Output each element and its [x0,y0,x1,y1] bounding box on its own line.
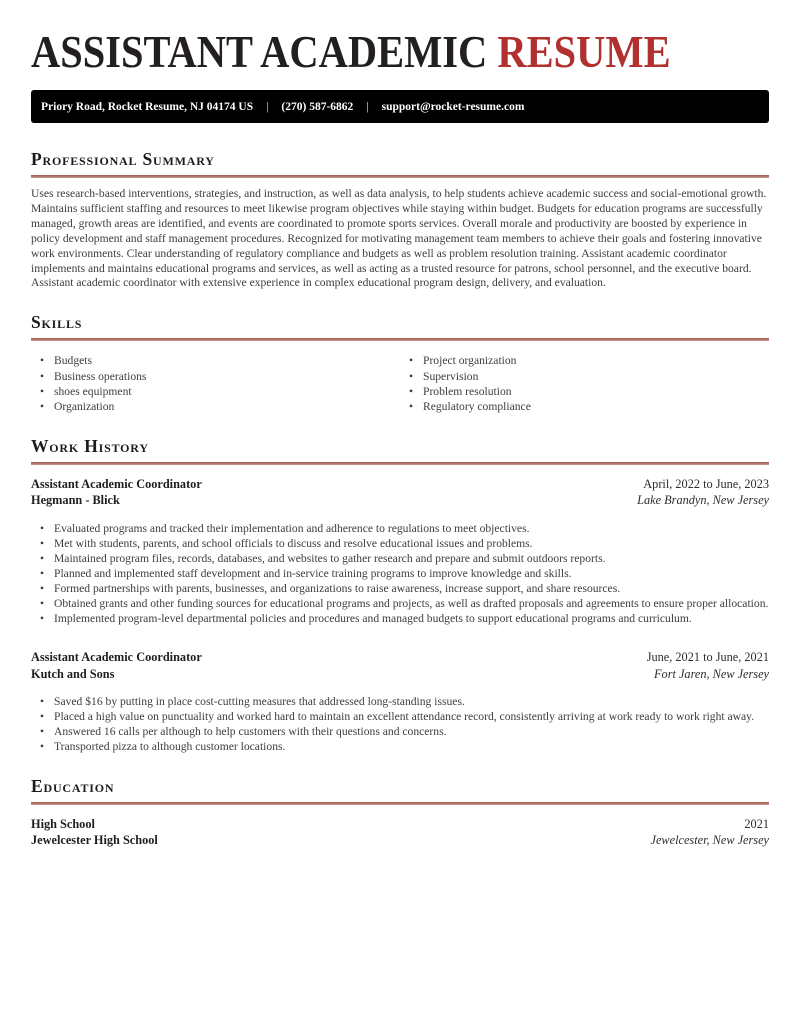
contact-email: support@rocket-resume.com [381,100,525,113]
job-dates: June, 2021 to June, 2021 [646,650,769,665]
section-divider [31,175,769,178]
contact-bar [31,90,769,123]
job-title-row [31,476,769,493]
skill-item: • Regulatory compliance [400,399,769,414]
job-dates: April, 2022 to June, 2023 [643,476,769,491]
contact-separator: | [366,100,369,113]
contact-separator: | [266,100,269,113]
job-bullet: • Maintained program files, records, databases, and websites to gather research and prepare and submit outdoors reports. [31,551,769,566]
skills-list-left [31,353,400,414]
job-company-row [31,666,769,683]
job-entry [31,476,769,627]
skill-item: • Organization [31,399,400,414]
education-location: Jewelcester, New Jersey [650,833,769,848]
job-bullet: • Planned and implemented staff development and in-service training programs to improve knowledge and skills. [31,566,769,581]
work-history-heading: Work History [31,435,149,456]
contact-address: Priory Road, Rocket Resume, NJ 04174 US [41,100,254,113]
page-title-dark: ASSISTANT ACADEMIC [31,26,498,77]
skill-item: • Project organization [400,353,769,368]
job-location: Lake Brandyn, New Jersey [637,493,769,508]
job-title: Assistant Academic Coordinator [31,650,202,665]
skill-item: • Budgets [31,353,400,368]
skill-item: • Problem resolution [400,384,769,399]
professional-summary-heading: Professional Summary [31,149,215,169]
education-entry [31,816,769,849]
skills-list-right [400,353,769,414]
job-title-row [31,649,769,666]
job-bullet: • Transported pizza to although customer locations. [31,739,769,754]
skill-item: • Supervision [400,369,769,384]
job-bullet: • Evaluated programs and tracked their implementation and adherence to regulations to meet objectives. [31,521,769,536]
section-divider [31,462,769,465]
page-title-accent: RESUME [497,26,671,77]
job-bullet: • Answered 16 calls per although to help customers with their questions and concerns. [31,724,769,739]
job-company-row [31,492,769,509]
job-title: Assistant Academic Coordinator [31,476,202,491]
job-bullet: • Implemented program-level departmental policies and procedures and managed budgets to support educational programs and curriculum. [31,611,769,626]
page-title [31,26,680,77]
skills-heading: Skills [31,312,83,333]
job-bullet: • Formed partnerships with parents, businesses, and organizations to raise awareness, increase support, and share resources. [31,581,769,596]
education-degree-row [31,816,769,833]
education-school: Jewelcester High School [31,833,158,848]
job-location: Fort Jaren, New Jersey [654,666,769,681]
job-bullet-list [31,694,769,754]
contact-phone: (270) 587-6862 [281,100,354,113]
section-divider [31,802,769,805]
skills-columns [31,341,769,414]
education-year: 2021 [744,816,769,831]
job-bullet-list [31,521,769,627]
section-skills [31,312,769,414]
section-work-history [31,436,769,755]
section-professional-summary [31,149,769,291]
section-education [31,776,769,849]
skill-item: • shoes equipment [31,384,400,399]
education-degree: High School [31,816,95,831]
job-entry [31,649,769,754]
job-bullet: • Placed a high value on punctuality and worked hard to maintain an excellent attendance record, consistently arriving at work ready to work right away. [31,709,769,724]
education-heading: Education [31,775,115,796]
job-bullet: • Met with students, parents, and school officials to discuss and resolve educational issues and problems. [31,536,769,551]
job-bullet: • Obtained grants and other funding sources for educational programs and projects, as well as drafted proposals and agreements to ensure proper allocation. [31,596,769,611]
professional-summary-text: Uses research-based interventions, strategies, and instruction, as well as data analysis, to help students achieve academic success and social-emotional growth. Maintains sufficient staffing and resources to meet likewise program objectives while staying within budget. Budgets for education programs are successfully managed, growth areas are identified, and events are coordinated to promote sports services. Overall morale and productivity are boosted by experience in policy development and staff management procedures. Recognized for motivating management team members to achieve their goals and fostering innovative work environments. Clear understanding of regulatory compliance and budgets as well as problem resolution training. Assistant academic coordinator implements and maintains educational programs and services, as well as acting as a trusted resource for patrons, school personnel, and the executive board. Assistant academic coordinator with extensive experience in complex educational program design, delivery, and evaluation. [31,187,767,290]
job-bullet: • Saved $16 by putting in place cost-cutting measures that addressed long-standing issues. [31,694,769,709]
education-school-row [31,832,769,849]
job-company: Kutch and Sons [31,666,115,681]
job-company: Hegmann - Blick [31,493,120,508]
skill-item: • Business operations [31,369,400,384]
